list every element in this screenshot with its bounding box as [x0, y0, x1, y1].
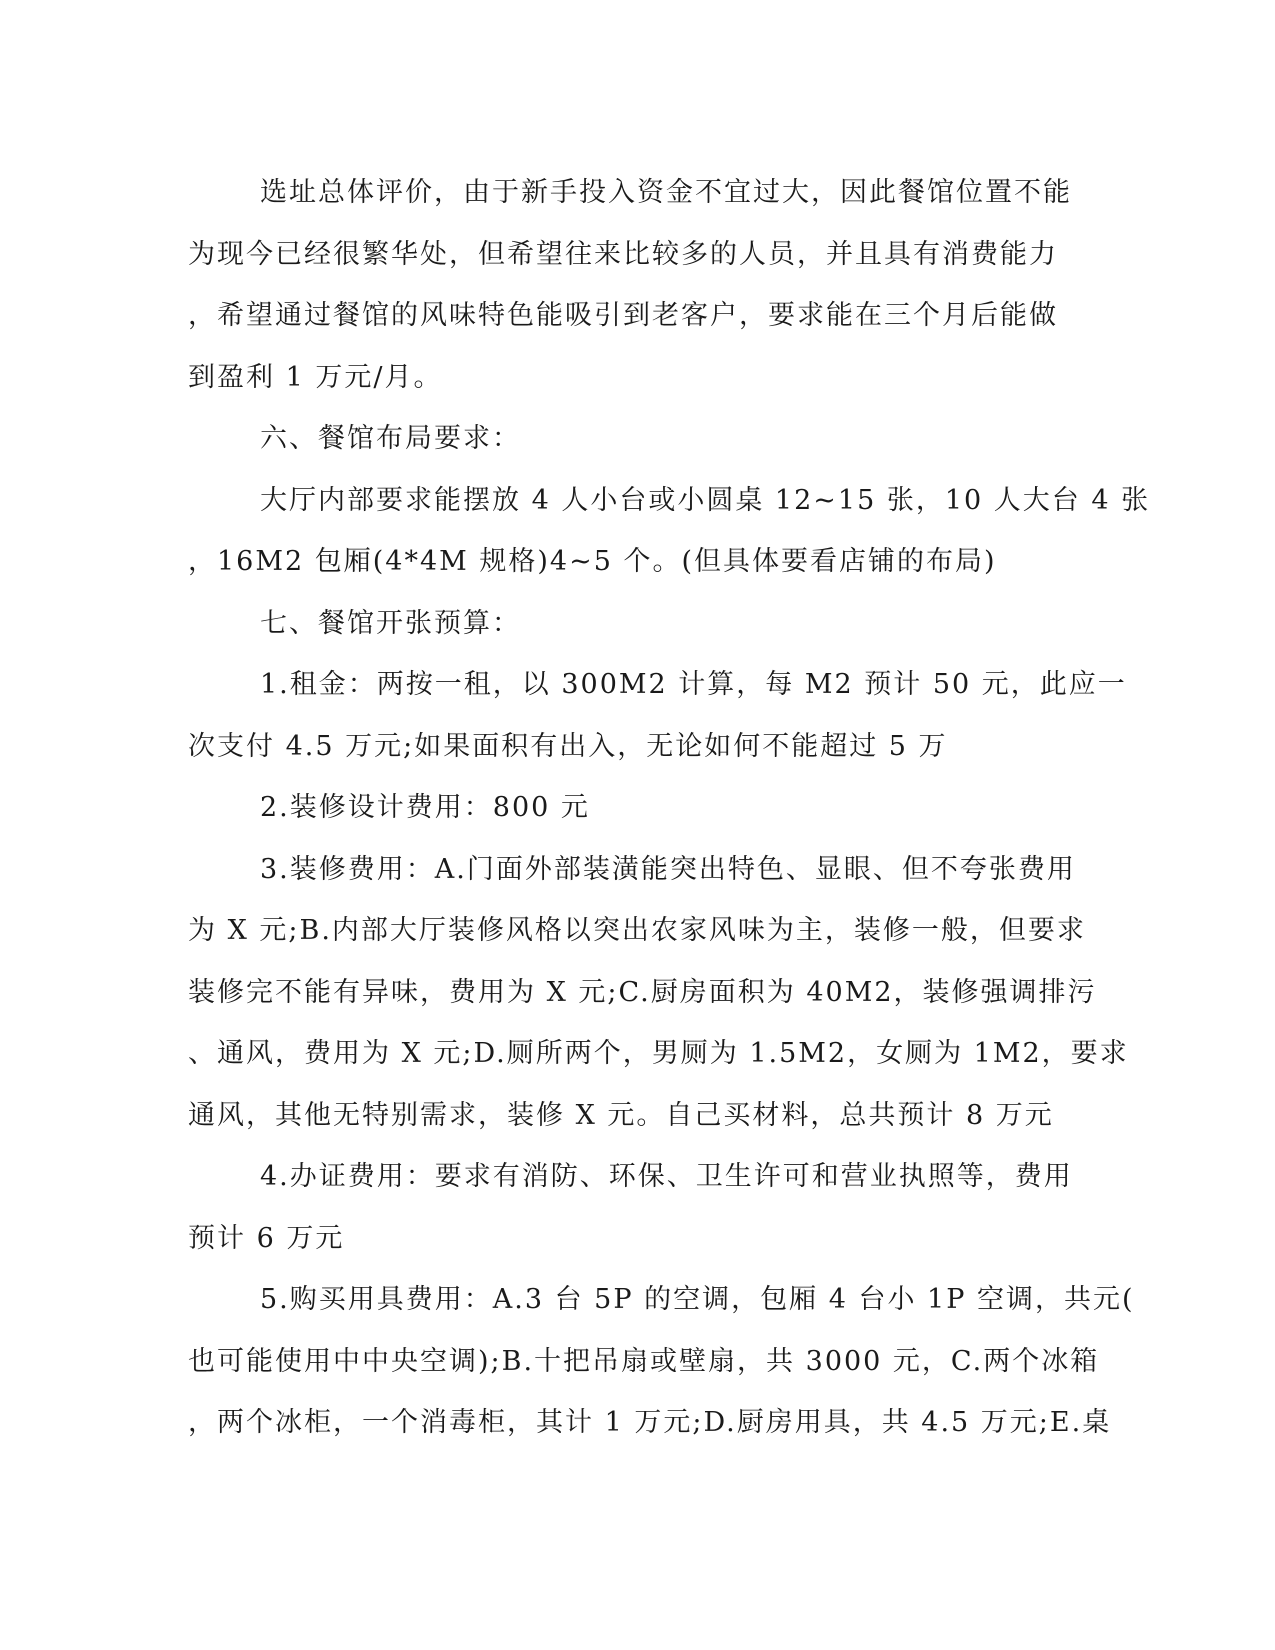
text-line: 通风，其他无特别需求，装修 X 元。自己买材料，总共预计 8 万元 — [188, 1099, 1054, 1131]
text-line: 次支付 4.5 万元;如果面积有出入，无论如何不能超过 5 万 — [188, 730, 948, 762]
text-line: ，两个冰柜，一个消毒柜，其计 1 万元;D.厨房用具，共 4.5 万元;E.桌 — [188, 1407, 1112, 1438]
text-line: ，16M2 包厢(4*4M 规格)4~5 个。(但具体要看店铺的布局) — [188, 546, 997, 577]
text-line: 2.装修设计费用：800 元 — [260, 792, 590, 823]
text-line: 选址总体评价，由于新手投入资金不宜过大，因此餐馆位置不能 — [260, 177, 1072, 208]
text-line: 预计 6 万元 — [188, 1222, 345, 1254]
text-line: 4.办证费用：要求有消防、环保、卫生许可和营业执照等，费用 — [260, 1161, 1073, 1192]
document-body — [188, 162, 1151, 1454]
text-line: ，希望通过餐馆的风味特色能吸引到老客户，要求能在三个月后能做 — [188, 300, 1058, 331]
text-line: 到盈利 1 万元/月。 — [188, 361, 443, 393]
text-line: 为现今已经很繁华处，但希望往来比较多的人员，并且具有消费能力 — [188, 238, 1058, 270]
text-line: 为 X 元;B.内部大厅装修风格以突出农家风味为主，装修一般，但要求 — [188, 915, 1086, 946]
text-line: 也可能使用中中央空调);B.十把吊扇或壁扇，共 3000 元，C.两个冰箱 — [188, 1345, 1100, 1377]
text-line: 5.购买用具费用：A.3 台 5P 的空调，包厢 4 台小 1P 空调，共元( — [260, 1284, 1135, 1315]
text-line: 大厅内部要求能摆放 4 人小台或小圆桌 12~15 张，10 人大台 4 张 — [260, 484, 1151, 516]
section-heading: 七、餐馆开张预算： — [260, 607, 521, 639]
text-line: 、通风，费用为 X 元;D.厕所两个，男厕为 1.5M2，女厕为 1M2，要求 — [188, 1038, 1129, 1069]
text-line: 装修完不能有异味，费用为 X 元;C.厨房面积为 40M2，装修强调排污 — [188, 976, 1097, 1008]
text-line: 3.装修费用：A.门面外部装潢能突出特色、显眼、但不夸张费用 — [260, 853, 1076, 885]
text-line: 1.租金：两按一租，以 300M2 计算，每 M2 预计 50 元，此应一 — [260, 669, 1127, 700]
section-heading: 六、餐馆布局要求： — [260, 423, 521, 454]
